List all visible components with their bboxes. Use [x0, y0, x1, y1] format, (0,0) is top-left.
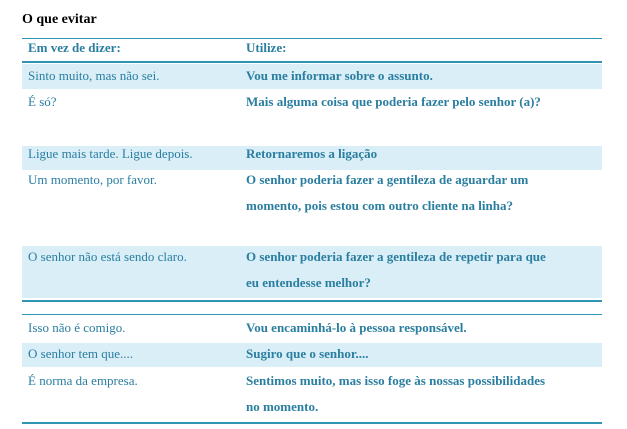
table-row-right: no momento. — [246, 399, 319, 414]
table-row-right: O senhor poderia fazer a gentileza de aguardar um — [246, 172, 529, 187]
table-row-left: Isso não é comigo. — [28, 320, 126, 335]
table-row-right: O senhor poderia fazer a gentileza de repetir para que — [246, 249, 546, 264]
table-row-right: Sentimos muito, mas isso foge às nossas possibilidades — [246, 373, 546, 388]
table-row-right: Vou me informar sobre o assunto. — [246, 68, 433, 83]
table-row-left: O senhor não está sendo claro. — [28, 249, 187, 264]
table-row-right: Sugiro que o senhor.... — [246, 346, 369, 361]
table-row-left: É norma da empresa. — [28, 373, 138, 388]
table-row-left: É só? — [28, 94, 57, 109]
table-row-left: O senhor tem que.... — [28, 346, 134, 361]
header-right: Utilize: — [246, 40, 287, 55]
table-row-right: Mais alguma coisa que poderia fazer pelo senhor (a)? — [246, 94, 541, 109]
table-row-right: Vou encaminhá-lo à pessoa responsável. — [246, 320, 467, 335]
table-row-left: Um momento, por favor. — [28, 172, 157, 187]
section-rule — [22, 300, 602, 302]
table-row-left: Ligue mais tarde. Ligue depois. — [28, 146, 193, 161]
page-title: O que evitar — [22, 12, 97, 27]
table-row-right: Retornaremos a ligação — [246, 146, 378, 161]
table-bottom-rule — [22, 422, 602, 424]
table-row-left: Sinto muito, mas não sei. — [28, 68, 160, 83]
table-row-right: momento, pois estou com outro cliente na linha? — [246, 198, 513, 213]
table-row-right: eu entendesse melhor? — [246, 275, 371, 290]
header-left: Em vez de dizer: — [28, 40, 121, 55]
